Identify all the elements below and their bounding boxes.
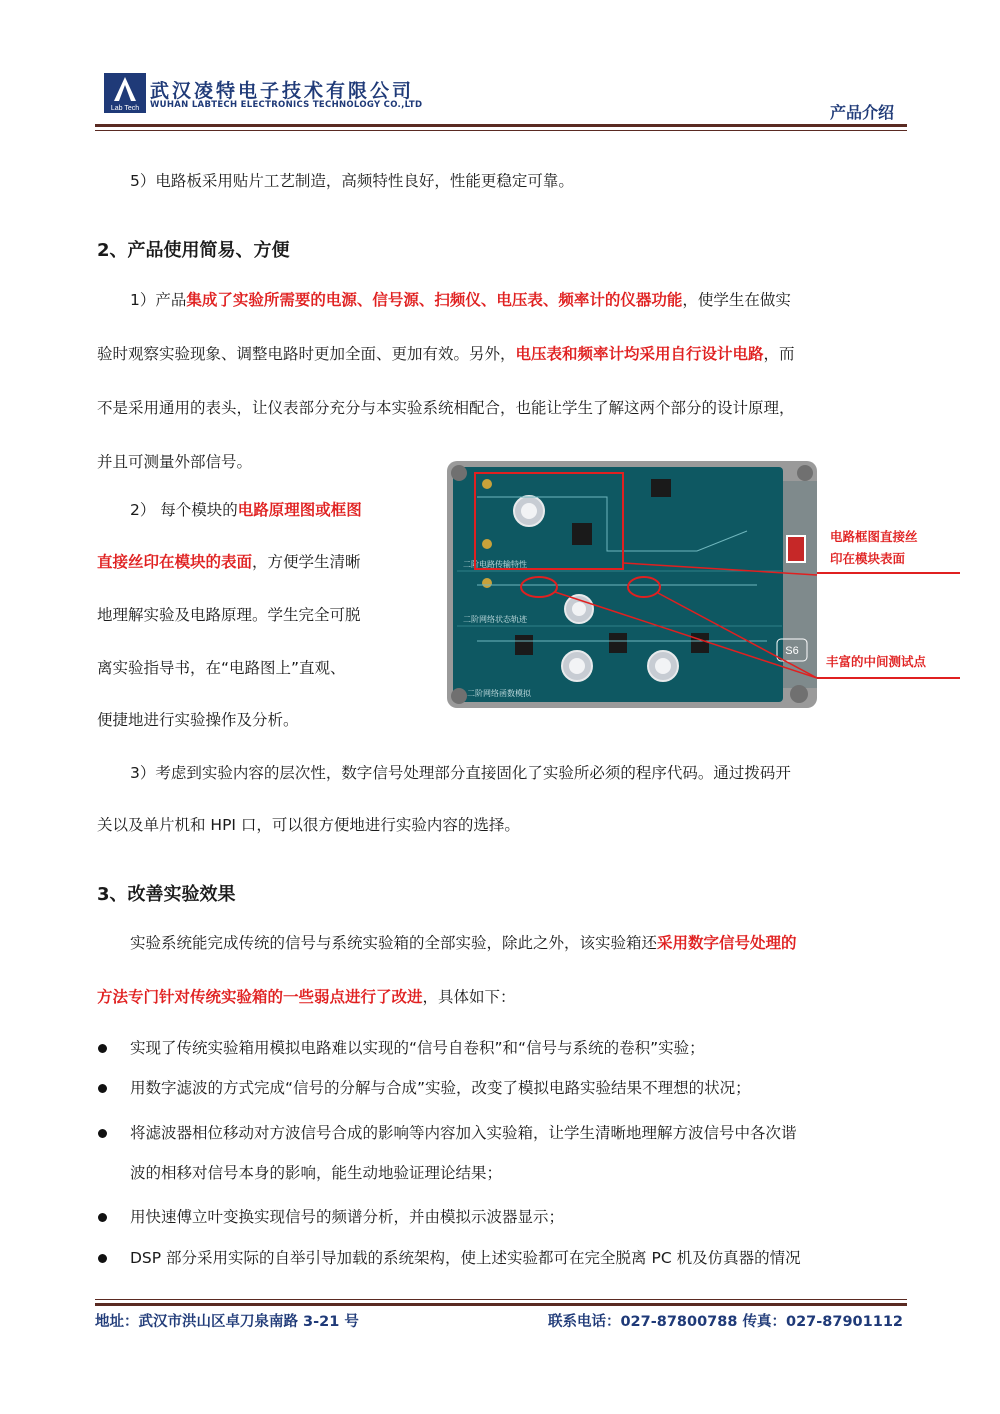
paragraph-line: 直接丝印在模块的表面，方便学生清晰 xyxy=(97,553,361,571)
paragraph-line: 3）考虑到实验内容的层次性，数字信号处理部分直接固化了实验所必须的程序代码。通过拨码开 xyxy=(130,764,791,782)
svg-text:二阶网络函数模拟: 二阶网络函数模拟 xyxy=(467,689,531,698)
footer-contact: 联系电话：027-87800788 传真：027-87901112 xyxy=(547,1314,903,1330)
footer-rule-thin xyxy=(95,1299,907,1300)
paragraph-line: 不是采用通用的表头，让仪表部分充分与本实验系统相配合，也能让学生了解这两个部分的设计原理， xyxy=(97,399,795,417)
bullet-icon xyxy=(98,1213,107,1222)
paragraph-line: 离实验指导书，在“电路图上”直观、 xyxy=(97,659,346,677)
list-item-continuation: 波的相移对信号本身的影响，能生动地验证理论结果； xyxy=(130,1164,503,1182)
callout-silkscreen: 电路框图直接丝 印在模块表面 xyxy=(830,529,918,566)
list-item: 将滤波器相位移动对方波信号合成的影响等内容加入实验箱，让学生清晰地理解方波信号中各次谐 xyxy=(130,1124,797,1142)
paragraph-line: 地理解实验及电路原理。学生完全可脱 xyxy=(97,606,361,624)
highlight-text: 集成了实验所需要的电源、信号源、扫频仪、电压表、频率计的仪器功能 xyxy=(186,291,683,309)
bullet-icon xyxy=(98,1084,107,1093)
list-item: 用快速傅立叶变换实现信号的频谱分析，并由模拟示波器显示； xyxy=(130,1208,565,1226)
callout-line xyxy=(817,572,960,574)
svg-text:二阶网络状态轨迹: 二阶网络状态轨迹 xyxy=(463,615,527,624)
footer-rule-thick xyxy=(95,1303,907,1306)
paragraph-line: 方法专门针对传统实验箱的一些弱点进行了改进，具体如下： xyxy=(97,988,516,1006)
highlight-text: 电路原理图或框图 xyxy=(237,501,362,519)
header-rule-thick xyxy=(95,124,907,127)
list-item: 实现了传统实验箱用模拟电路难以实现的“信号自卷积”和“信号与系统的卷积”实验； xyxy=(130,1039,705,1057)
company-name-cn: 武汉凌特电子技术有限公司 xyxy=(150,80,415,102)
svg-text:S6: S6 xyxy=(785,645,799,657)
circuit-board-photo xyxy=(447,461,817,708)
list-item: DSP 部分采用实际的自举引导加载的系统架构，使上述实验都可在完全脱离 PC 机及仿真器的情况 xyxy=(130,1249,801,1267)
list-item: 用数字滤波的方式完成“信号的分解与合成”实验，改变了模拟电路实验结果不理想的状况； xyxy=(130,1079,751,1097)
highlight-text: 电压表和频率计均采用自行设计电路 xyxy=(515,345,764,363)
paragraph-line: 便捷地进行实验操作及分析。 xyxy=(97,711,299,729)
page-header xyxy=(0,0,1000,140)
footer-address: 地址：武汉市洪山区卓刀泉南路 3-21 号 xyxy=(95,1314,359,1330)
svg-text:Lab Tech: Lab Tech xyxy=(110,105,140,112)
header-rule-thin xyxy=(95,130,907,131)
bullet-icon xyxy=(98,1129,107,1138)
paragraph-line: 并且可测量外部信号。 xyxy=(97,453,253,471)
callout-line xyxy=(817,677,960,679)
paragraph-line: 2） 每个模块的电路原理图或框图 xyxy=(130,501,362,519)
bullet-icon xyxy=(98,1254,107,1263)
callout-test-points: 丰富的中间测试点 xyxy=(826,654,927,669)
section-heading-2: 2、产品使用简易、方便 xyxy=(97,240,290,261)
paragraph-line: 验时观察实验现象、调整电路时更加全面、更加有效。另外，电压表和频率计均采用自行设计电路，而 xyxy=(97,345,795,363)
paragraph-item-5: 5）电路板采用贴片工艺制造，高频特性良好，性能更稳定可靠。 xyxy=(130,172,574,190)
highlight-text: 采用数字信号处理的 xyxy=(657,934,797,952)
paragraph-line: 1）产品集成了实验所需要的电源、信号源、扫频仪、电压表、频率计的仪器功能，使学生在做实 xyxy=(130,291,791,309)
paragraph-line: 实验系统能完成传统的信号与系统实验箱的全部实验，除此之外，该实验箱还采用数字信号处理的 xyxy=(130,934,797,952)
company-logo-icon xyxy=(104,73,146,113)
page-label: 产品介绍 xyxy=(829,103,894,122)
highlight-text: 直接丝印在模块的表面 xyxy=(97,553,253,571)
company-name-en: WUHAN LABTECH ELECTRONICS TECHNOLOGY CO.,LTD xyxy=(150,100,423,110)
paragraph-line: 关以及单片机和 HPI 口，可以很方便地进行实验内容的选择。 xyxy=(97,816,520,834)
bullet-icon xyxy=(98,1044,107,1053)
highlight-text: 方法专门针对传统实验箱的一些弱点进行了改进 xyxy=(97,988,423,1006)
svg-text:二阶电路传输特性: 二阶电路传输特性 xyxy=(463,560,527,569)
section-heading-3: 3、改善实验效果 xyxy=(97,884,236,905)
